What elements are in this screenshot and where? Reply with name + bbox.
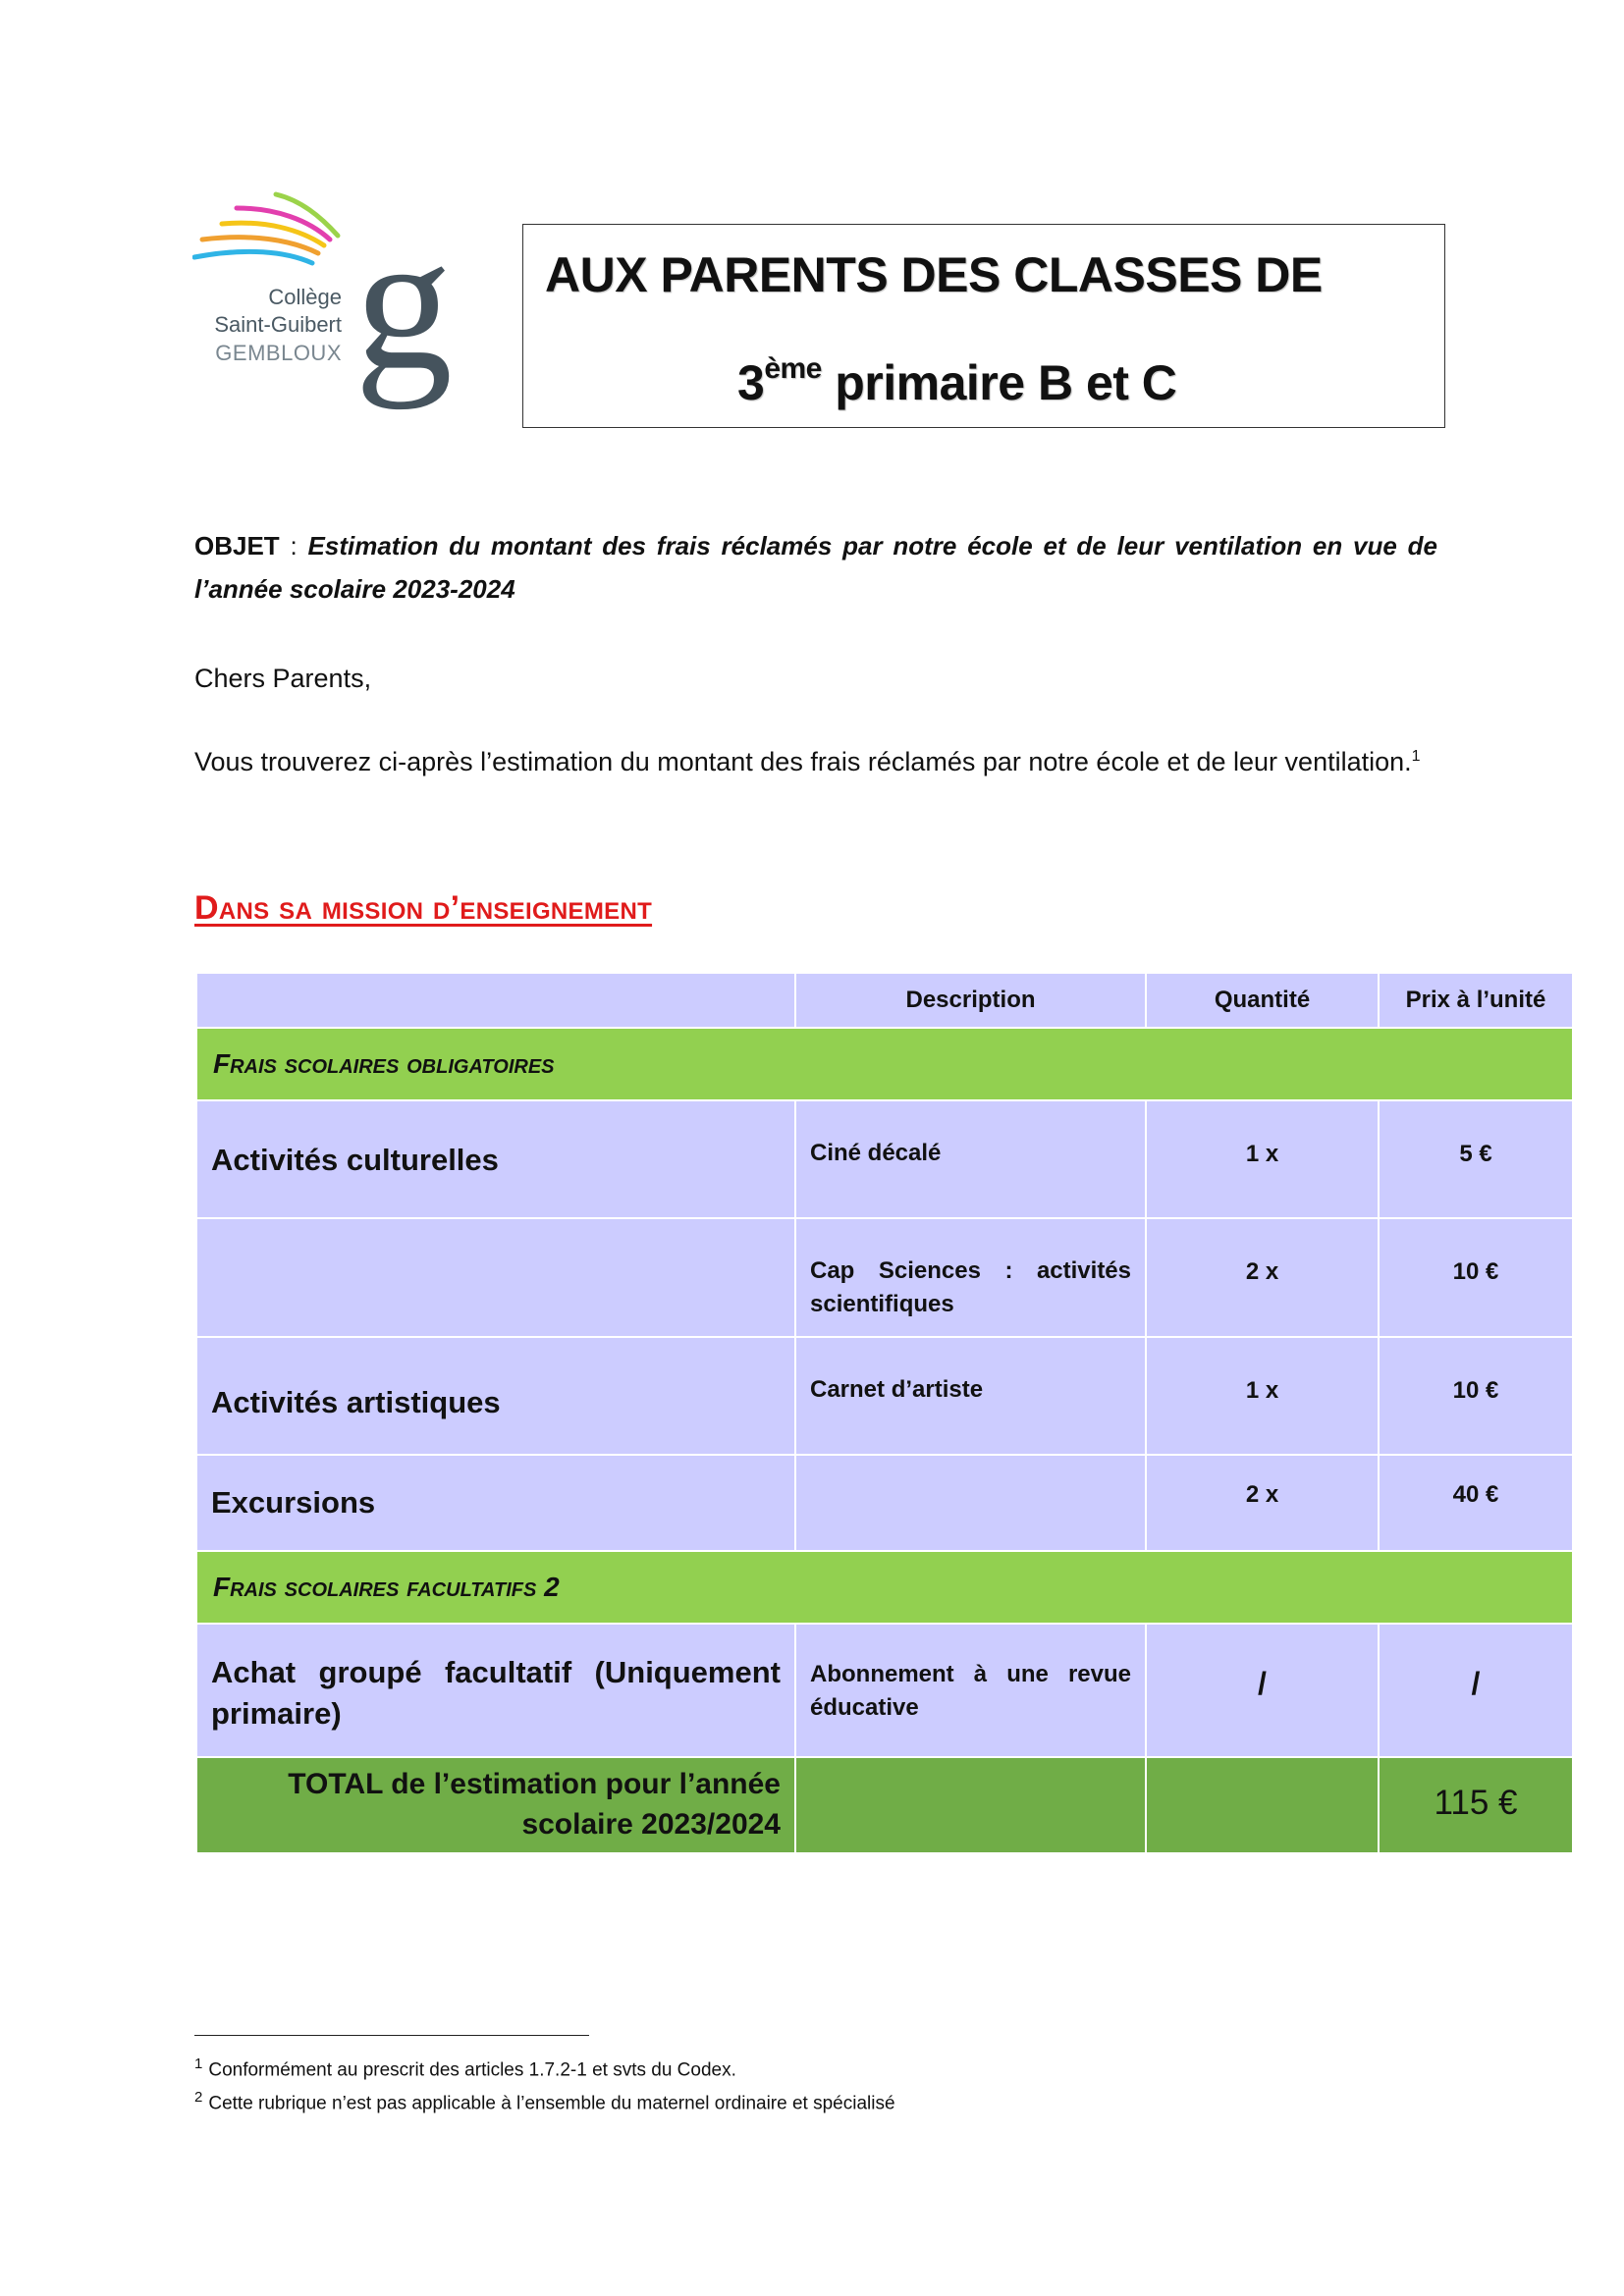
footnote-ref-1: 1 — [1411, 748, 1421, 765]
row-description: Abonnement à une revue éducative — [795, 1624, 1146, 1757]
title-grade-number: 3 — [737, 355, 765, 410]
row-price: 40 € — [1379, 1455, 1573, 1551]
footnote-divider — [194, 2035, 589, 2036]
total-empty-cell — [795, 1757, 1146, 1853]
row-description: Carnet d’artiste — [795, 1337, 1146, 1455]
subject-separator: : — [279, 531, 308, 561]
row-quantity: 1 x — [1146, 1100, 1379, 1218]
subject-text: Estimation du montant des frais réclamés par notre école et de leur ventilation en vue de l’année scolaire 2023-2024 — [194, 531, 1438, 604]
footnote-text: Cette rubrique n’est pas applicable à l’ensemble du maternel ordinaire et spécialisé — [208, 2093, 895, 2114]
footnote-number: 1 — [194, 2056, 203, 2072]
header-category — [196, 973, 795, 1028]
row-category: Excursions — [196, 1455, 795, 1551]
row-price: / — [1379, 1624, 1573, 1757]
logo-stripes-icon — [192, 187, 359, 294]
table-row — [196, 1624, 1573, 1757]
table-row — [196, 1337, 1573, 1455]
title-box — [522, 224, 1445, 428]
total-row — [196, 1757, 1573, 1853]
header-quantity: Quantité — [1146, 973, 1379, 1028]
row-price: 10 € — [1379, 1218, 1573, 1337]
subject-line — [194, 524, 1437, 611]
footnote-text: Conformément au prescrit des articles 1.7.2-1 et svts du Codex. — [208, 2059, 736, 2081]
row-category: Achat groupé facultatif (Uniquement primaire) — [196, 1624, 795, 1757]
row-category — [196, 1218, 795, 1337]
intro-text: Vous trouverez ci-après l’estimation du montant des frais réclamés par notre école et de leur ventilation. — [194, 747, 1412, 776]
school-logo — [192, 187, 458, 410]
title-grade-suffix: ème — [764, 352, 822, 385]
title-grade-rest: primaire B et C — [821, 355, 1177, 410]
logo-monogram: g — [354, 193, 453, 410]
table-header-row — [196, 973, 1573, 1028]
total-value: 115 € — [1379, 1757, 1573, 1853]
row-quantity: 2 x — [1146, 1218, 1379, 1337]
header-description: Description — [795, 973, 1146, 1028]
group-label-mandatory: Frais scolaires obligatoires — [196, 1028, 1573, 1100]
greeting: Chers Parents, — [194, 664, 372, 693]
title-line-2 — [737, 352, 1176, 411]
table-row — [196, 1100, 1573, 1218]
total-empty-cell — [1146, 1757, 1379, 1853]
table-row — [196, 1218, 1573, 1337]
logo-line-city: GEMBLOUX — [215, 341, 342, 365]
fees-table — [195, 972, 1574, 1854]
row-description: Cap Sciences : activités scientifiques — [795, 1218, 1146, 1337]
row-description: Ciné décalé — [795, 1100, 1146, 1218]
footnote-2 — [194, 2089, 895, 2114]
footnote-1 — [194, 2056, 736, 2081]
section-title: Dans sa mission d’enseignement — [194, 889, 653, 927]
row-category: Activités culturelles — [196, 1100, 795, 1218]
row-quantity: 1 x — [1146, 1337, 1379, 1455]
row-description — [795, 1455, 1146, 1551]
row-price: 10 € — [1379, 1337, 1573, 1455]
intro-paragraph — [194, 738, 1437, 780]
row-category: Activités artistiques — [196, 1337, 795, 1455]
total-label: TOTAL de l’estimation pour l’année scolaire 2023/2024 — [196, 1757, 795, 1853]
title-line-1: AUX PARENTS DES CLASSES DE — [545, 247, 1323, 302]
header-unit-price: Prix à l’unité — [1379, 973, 1573, 1028]
logo-line-name: Saint-Guibert — [214, 312, 342, 337]
group-label-optional: Frais scolaires facultatifs 2 — [196, 1551, 1573, 1624]
row-price: 5 € — [1379, 1100, 1573, 1218]
table-row — [196, 1455, 1573, 1551]
logo-line-college: Collège — [268, 285, 342, 309]
subject-label: OBJET — [194, 531, 280, 561]
row-quantity: 2 x — [1146, 1455, 1379, 1551]
row-quantity: / — [1146, 1624, 1379, 1757]
group-row-mandatory — [196, 1028, 1573, 1100]
group-row-optional — [196, 1551, 1573, 1624]
footnote-number: 2 — [194, 2089, 203, 2106]
